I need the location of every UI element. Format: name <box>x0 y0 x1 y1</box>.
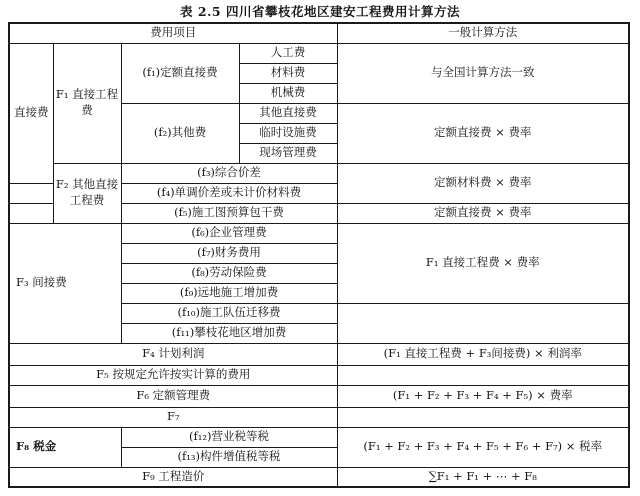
table-row <box>9 385 629 407</box>
method-F7-empty <box>337 407 629 427</box>
other-direct-cell: 其他直接费 <box>239 103 337 123</box>
method-material-rate-cell: 定额材料费 × 费率 <box>337 163 629 203</box>
header-items: 费用项目 <box>9 23 337 43</box>
method-F8-cell: (F₁ + F₂ + F₃ + F₄ + F₅ + F₆ + F₇) × 税率 <box>337 427 629 467</box>
temp-facility-cell: 临时设施费 <box>239 123 337 143</box>
header-method: 一般计算方法 <box>337 23 629 43</box>
empty-cell <box>9 203 53 223</box>
table-row <box>9 343 629 365</box>
site-mgmt-cell: 现场管理费 <box>239 143 337 163</box>
table-row <box>9 407 629 427</box>
f12a-cell: (f₁₂)营业税等税 <box>121 427 337 447</box>
f6-cell: (f₆)企业管理费 <box>121 223 337 243</box>
method-F9-cell: ∑F₁ + F₁ + ⋯ + F₈ <box>337 467 629 487</box>
f2-cell: (f₂)其他费 <box>121 103 239 163</box>
method-F6-cell: (F₁ + F₂ + F₃ + F₄ + F₅) × 费率 <box>337 385 629 407</box>
f9-cell: (f₉)远地施工增加费 <box>121 283 337 303</box>
method-F5-empty <box>337 365 629 385</box>
f1-cell: (f₁)定额直接费 <box>121 43 239 103</box>
table-row <box>9 365 629 385</box>
material-cell: 材料费 <box>239 63 337 83</box>
f3-cell: (f₃)综合价差 <box>121 163 337 183</box>
F8-cell: F₈ 税金 <box>9 427 121 467</box>
table-row <box>9 223 629 243</box>
table-row <box>9 43 629 63</box>
f8-cell: (f₈)劳动保险费 <box>121 263 337 283</box>
F2-cell: F₂ 其他直接工程费 <box>53 163 121 223</box>
header-row <box>9 23 629 43</box>
F7-cell: F₇ <box>9 407 337 427</box>
f10-cell: (f₁₀)施工队伍迁移费 <box>121 303 337 323</box>
method-F3-empty <box>337 303 629 343</box>
machine-cell: 机械费 <box>239 83 337 103</box>
cost-table <box>8 22 630 488</box>
F6-cell: F₆ 定额管理费 <box>9 385 337 407</box>
f7-cell: (f₇)财务费用 <box>121 243 337 263</box>
empty-cell <box>9 183 53 203</box>
labor-cell: 人工费 <box>239 43 337 63</box>
F9-cell: F₉ 工程造价 <box>9 467 337 487</box>
f11-cell: (f₁₁)攀枝花地区增加费 <box>121 323 337 343</box>
method-same-cell: 与全国计算方法一致 <box>337 43 629 103</box>
table-row <box>9 467 629 487</box>
F3-cell: F₃ 间接费 <box>9 223 121 343</box>
F4-cell: F₄ 计划利润 <box>9 343 337 365</box>
direct-cost-cell: 直接费 <box>9 43 53 183</box>
method-quota-rate2-cell: 定额直接费 × 费率 <box>337 203 629 223</box>
method-F4-cell: (F₁ 直接工程费 + F₃间接费) × 利润率 <box>337 343 629 365</box>
cost-table-container <box>8 22 628 488</box>
f12b-cell: (f₁₃)构件增值税等税 <box>121 447 337 467</box>
table-row <box>9 163 629 183</box>
table-caption: 表 2.5 四川省攀枝花地区建安工程费用计算方法 <box>180 4 460 19</box>
f4-cell: (f₄)单调价差或未计价材料费 <box>121 183 337 203</box>
table-row <box>9 427 629 447</box>
F1-cell: F₁ 直接工程费 <box>53 43 121 163</box>
f5-cell: (f₅)施工图预算包干费 <box>121 203 337 223</box>
F5-cell: F₅ 按规定允许按实计算的费用 <box>9 365 337 385</box>
method-quota-rate-cell: 定额直接费 × 费率 <box>337 103 629 163</box>
method-F3-cell: F₁ 直接工程费 × 费率 <box>337 223 629 303</box>
